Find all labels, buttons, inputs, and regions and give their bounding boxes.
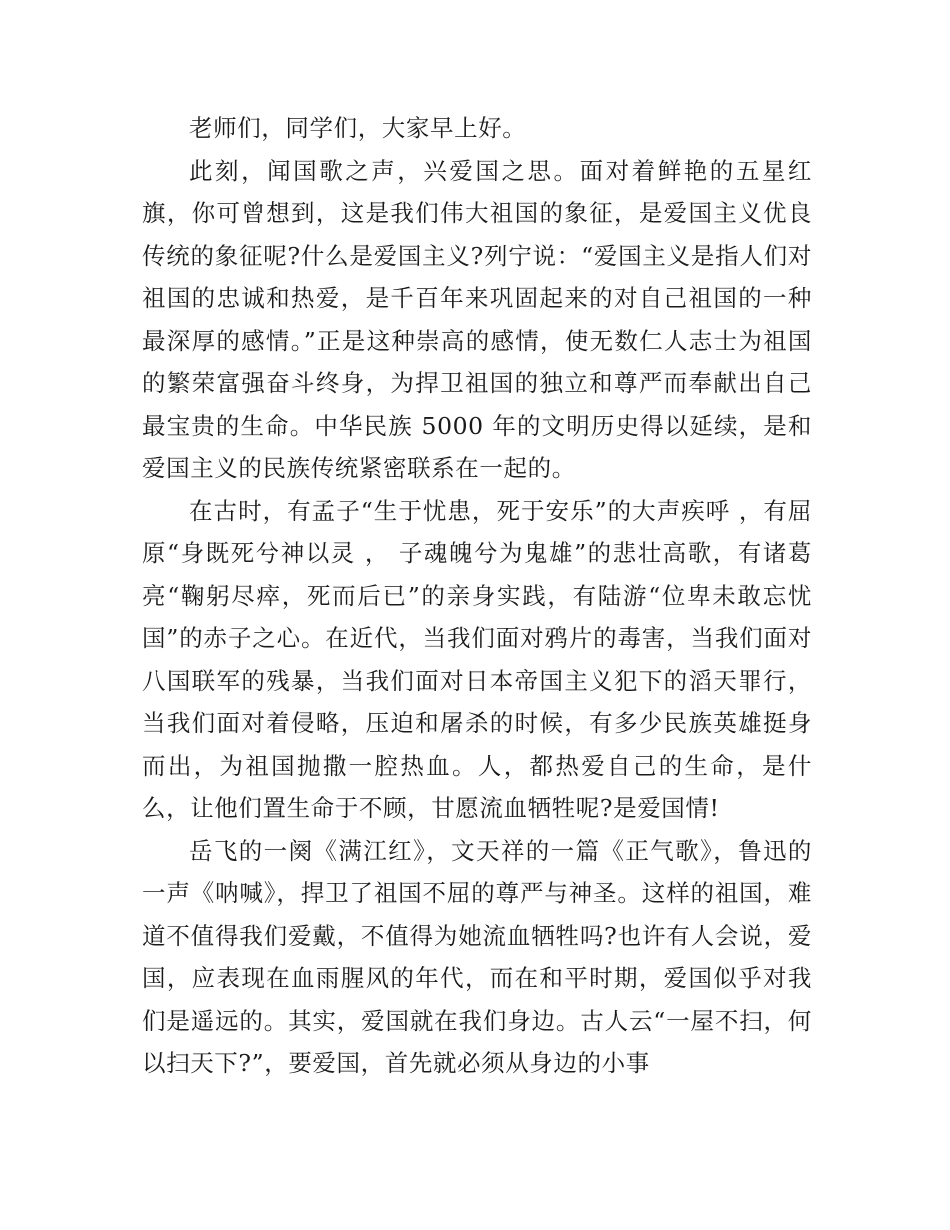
paragraph-greeting: 老师们，同学们，大家早上好。: [189, 114, 527, 142]
speech-text: [142, 107, 812, 1085]
paragraph-patriotism-definition: 此刻，闻国歌之声，兴爱国之思。面对着鲜艳的五星红旗，你可曾想到，这是我们伟大祖国的象征，是爱国主义优良传统的象征呢?什么是爱国主义?列宁说：“爱国主义是指人们对祖国的忠诚和热爱，是千百年来巩固起来的对自己祖国的一种最深厚的感情。”正是这种崇高的感情，使无数仁人志士为祖国的繁荣富强奋斗终身，为捍卫祖国的独立和尊严而奉献出自己最宝贵的生命。中华民族 5000 年的文明历史得以延续，是和爱国主义的民族传统紧密联系在一起的。: [142, 156, 812, 482]
paragraph-patriotism-daily-life: 岳飞的一阕《满江红》，文天祥的一篇《正气歌》，鲁迅的一声《呐喊》，捍卫了祖国不屈的尊严与神圣。这样的祖国，难道不值得我们爱戴，不值得为她流血牺牲吗?也许有人会说，爱国，应表现在血雨腥风的年代，而在和平时期，爱国似乎对我们是遥远的。其实，爱国就在我们身边。古人云“一屋不扫，何以扫天下?”，要爱国，首先就必须从身边的小事: [142, 836, 812, 1077]
paragraph-historical-heroes: 在古时，有孟子“生于忧患，死于安乐”的大声疾呼 ，有屈原“身既死兮神以灵 ， 子魂魄兮为鬼雄”的悲壮高歌，有诸葛亮“鞠躬尽瘁，死而后已”的亲身实践，有陆游“位卑未敢忘忧国”的赤子之心。在近代，当我们面对鸦片的毒害，当我们面对八国联军的残暴，当我们面对日本帝国主义犯下的滔天罪行，当我们面对着侵略，压迫和屠杀的时候，有多少民族英雄挺身而出，为祖国抛撒一腔热血。人，都热爱自己的生命，是什么，让他们置生命于不顾，甘愿流血牺牲呢?是爱国情!: [142, 496, 812, 822]
